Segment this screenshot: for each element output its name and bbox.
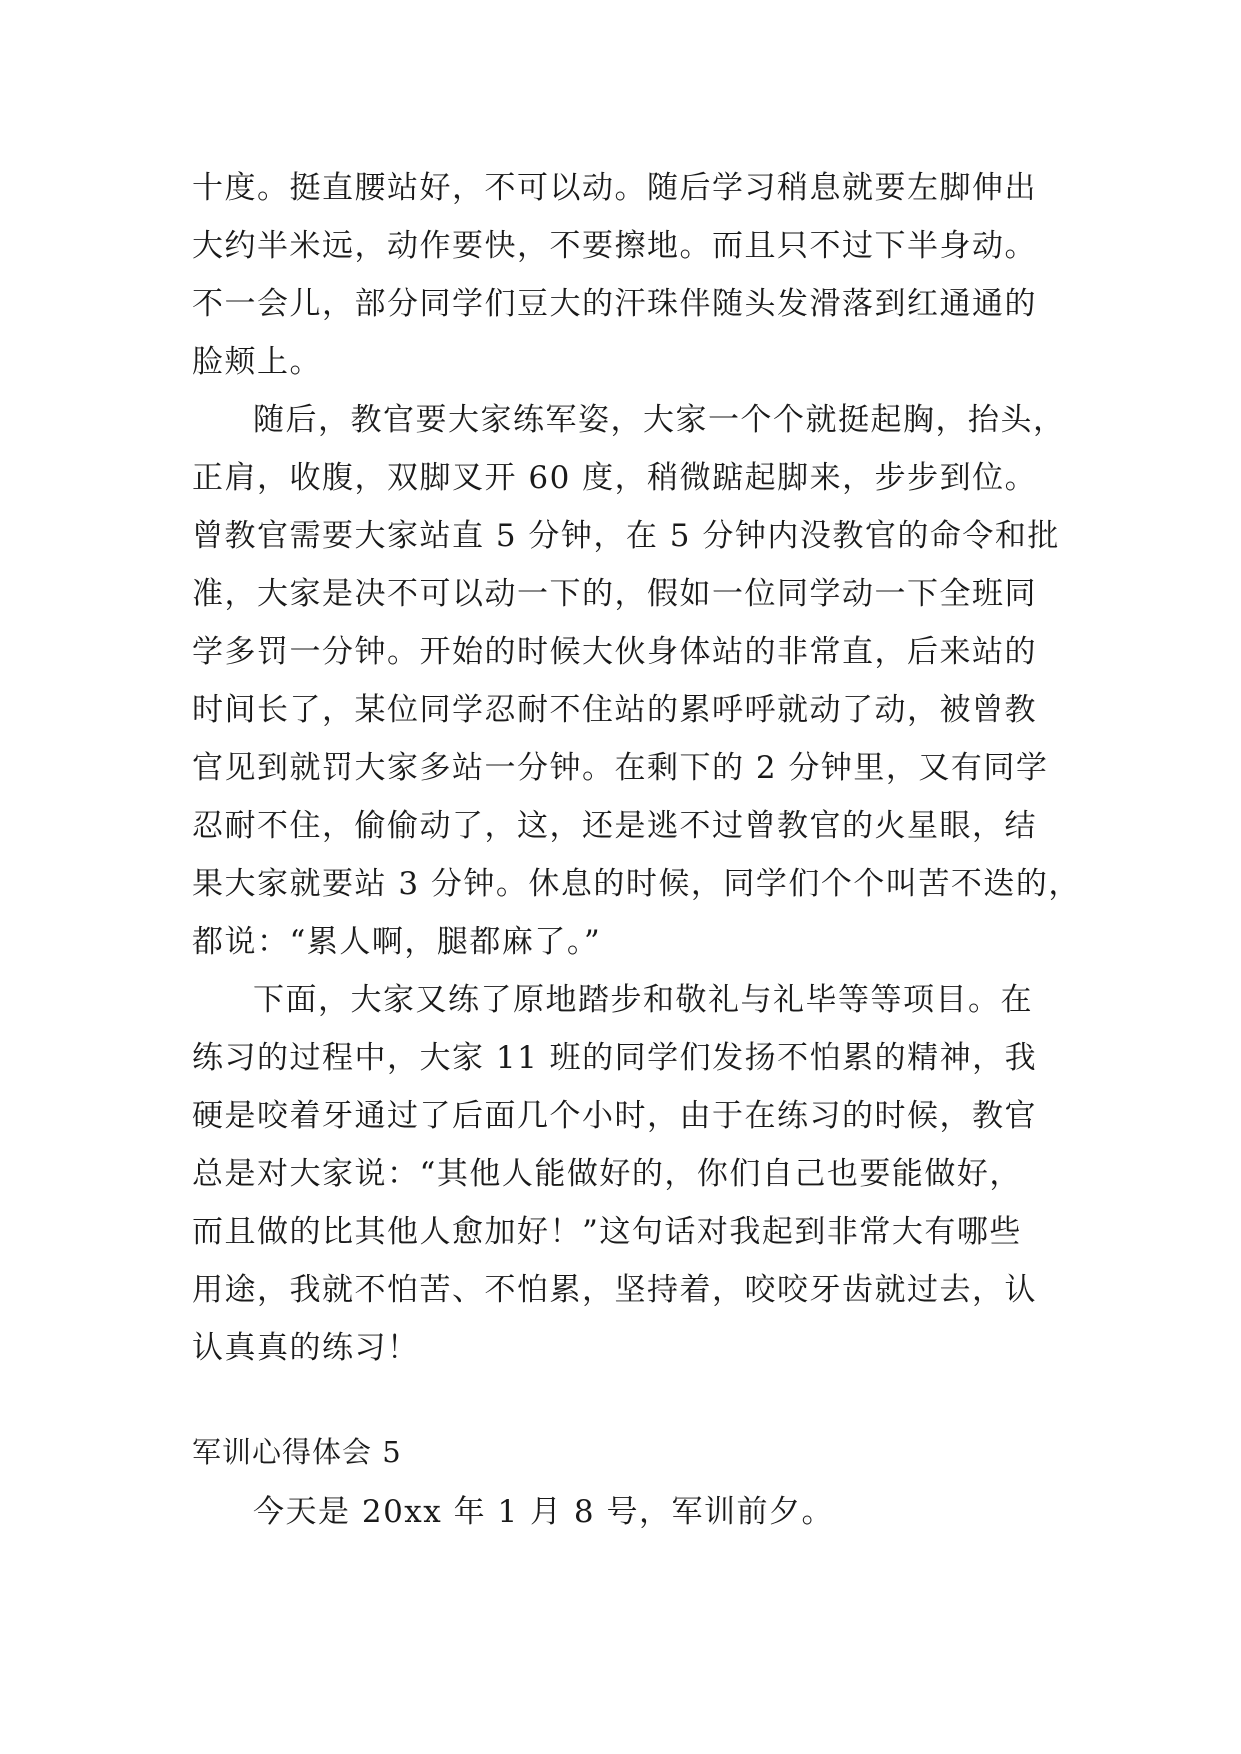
- text-line: 都说：“累人啊，腿都麻了。”: [192, 924, 602, 960]
- text-line: 官见到就罚大家多站一分钟。在剩下的 2 分钟里，又有同学: [192, 750, 1049, 786]
- text-line: 十度。挺直腰站好，不可以动。随后学习稍息就要左脚伸出: [192, 170, 1037, 206]
- text-line: 不一会儿，部分同学们豆大的汗珠伴随头发滑落到红通通的: [192, 286, 1037, 322]
- text-line: 大约半米远，动作要快，不要擦地。而且只不过下半身动。: [192, 228, 1037, 264]
- text-line: 学多罚一分钟。开始的时候大伙身体站的非常直，后来站的: [192, 634, 1037, 670]
- text-line: 正肩，收腹，双脚叉开 60 度，稍微踮起脚来，步步到位。: [192, 460, 1038, 496]
- text-line: 忍耐不住，偷偷动了，这，还是逃不过曾教官的火星眼，结: [192, 808, 1037, 844]
- text-line: 下面，大家又练了原地踏步和敬礼与礼毕等等项目。在: [253, 982, 1033, 1018]
- text-line: 随后，教官要大家练军姿，大家一个个就挺起胸，抬头，: [253, 402, 1066, 438]
- text-line: 认真真的练习！: [192, 1330, 420, 1366]
- text-line: 曾教官需要大家站直 5 分钟，在 5 分钟内没教官的命令和批: [192, 518, 1060, 554]
- text-line: 用途，我就不怕苦、不怕累，坚持着，咬咬牙齿就过去，认: [192, 1272, 1037, 1308]
- text-line: 而且做的比其他人愈加好！”这句话对我起到非常大有哪些: [192, 1214, 1022, 1250]
- text-line: 今天是 20xx 年 1 月 8 号，军训前夕。: [253, 1494, 834, 1530]
- text-line: 硬是咬着牙通过了后面几个小时，由于在练习的时候，教官: [192, 1098, 1037, 1134]
- text-line: 时间长了，某位同学忍耐不住站的累呼呼就动了动，被曾教: [192, 692, 1037, 728]
- text-line: 总是对大家说：“其他人能做好的，你们自己也要能做好，: [192, 1156, 1022, 1192]
- text-line: 准，大家是决不可以动一下的，假如一位同学动一下全班同: [192, 576, 1037, 612]
- section-heading: 军训心得体会 5: [192, 1435, 402, 1469]
- text-line: 脸颊上。: [192, 344, 322, 380]
- text-line: 练习的过程中，大家 11 班的同学们发扬不怕累的精神，我: [192, 1040, 1038, 1076]
- text-line: 果大家就要站 3 分钟。休息的时候，同学们个个叫苦不迭的，: [192, 866, 1081, 902]
